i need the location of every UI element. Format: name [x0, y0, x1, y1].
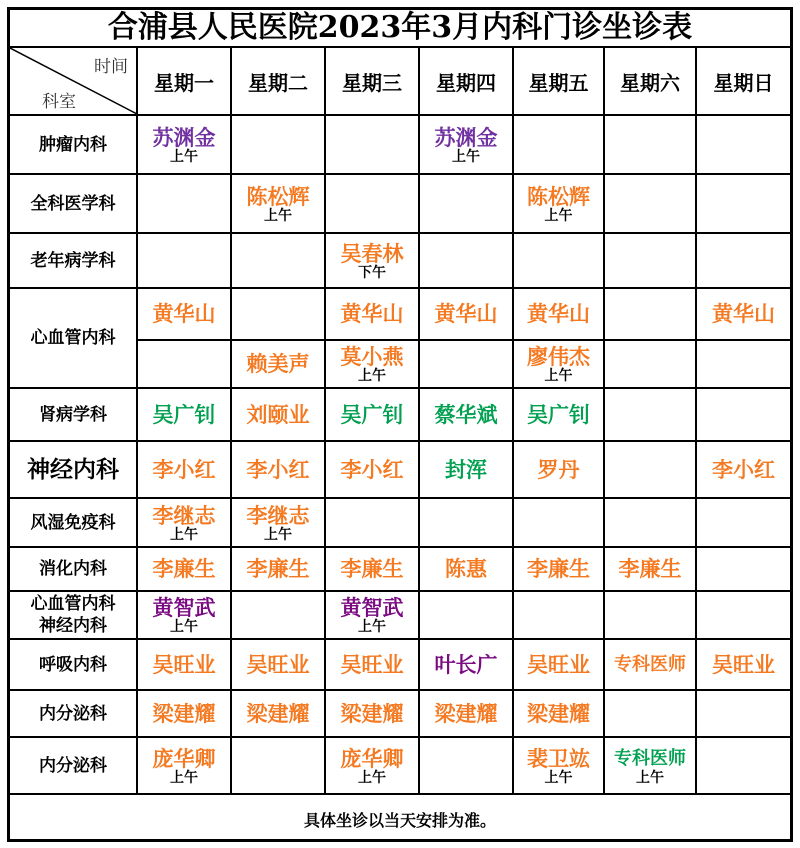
doctor-name: 吴广钊 [340, 402, 404, 427]
schedule-cell [137, 388, 231, 441]
day-header-mon: 星期一 [137, 48, 231, 115]
schedule-row [10, 737, 790, 794]
dept-cell [10, 115, 137, 174]
day-header-sun: 星期日 [696, 48, 790, 115]
doctor-name: 黄华山 [434, 302, 498, 326]
schedule-cell [325, 233, 419, 288]
schedule-cell [604, 690, 696, 737]
doctor-name: 封浑 [445, 457, 487, 482]
schedule-cell [696, 498, 790, 547]
dept-name: 老年病学科 [30, 250, 116, 271]
schedule-cell [137, 340, 231, 388]
schedule-cell [604, 441, 696, 498]
doctor-name: 黄华山 [340, 302, 404, 326]
doctor-name: 蔡华斌 [434, 402, 498, 427]
schedule-cell [604, 233, 696, 288]
dept-name-secondary: 神经内科 [39, 616, 107, 636]
session-period: 上午 [358, 769, 386, 786]
schedule-row [10, 591, 790, 639]
doctor-name: 吴旺业 [712, 652, 775, 677]
schedule-cell [604, 498, 696, 547]
doctor-name: 李小红 [712, 457, 775, 482]
doctor-name: 李继志 [246, 503, 310, 528]
doctor-name: 吴广钊 [527, 402, 590, 427]
session-period: 上午 [452, 148, 480, 165]
dept-name: 肾病学科 [39, 404, 107, 425]
schedule-cell [419, 340, 513, 388]
schedule-cell [137, 174, 231, 233]
schedule-cell [325, 288, 419, 340]
dept-cell [10, 690, 137, 737]
doctor-name: 庞华卿 [152, 746, 216, 771]
schedule-cell [696, 690, 790, 737]
day-header-tue: 星期二 [231, 48, 325, 115]
day-header-fri: 星期五 [513, 48, 604, 115]
doctor-name: 梁建耀 [527, 701, 590, 726]
schedule-cell [513, 639, 604, 690]
dept-cell [10, 737, 137, 794]
dept-cell [10, 547, 137, 591]
schedule-cell [325, 441, 419, 498]
dept-name: 内分泌科 [39, 755, 107, 776]
schedule-cell [419, 115, 513, 174]
schedule-cell [137, 591, 231, 639]
doctor-name: 陈惠 [445, 557, 487, 581]
doctor-name: 李小红 [340, 457, 404, 482]
dept-cell [10, 498, 137, 547]
schedule-cell [696, 737, 790, 794]
session-period: 上午 [264, 207, 292, 224]
dept-name: 内分泌科 [39, 703, 107, 724]
schedule-cell [696, 591, 790, 639]
schedule-cell [513, 441, 604, 498]
schedule-cell [419, 547, 513, 591]
schedule-row [10, 233, 790, 288]
doctor-name: 李廉生 [527, 557, 590, 581]
doctor-name: 庞华卿 [340, 746, 404, 771]
doctor-name: 黄华山 [712, 302, 775, 326]
schedule-row [10, 441, 790, 498]
schedule-cell [137, 547, 231, 591]
schedule-cell [137, 233, 231, 288]
schedule-cell [604, 288, 696, 340]
schedule-cell [513, 690, 604, 737]
schedule-cell [325, 639, 419, 690]
session-period: 上午 [544, 769, 573, 786]
schedule-cell [419, 233, 513, 288]
doctor-name: 专科医师 [614, 747, 686, 769]
schedule-cell [696, 288, 790, 340]
doctor-name: 吴旺业 [152, 652, 216, 677]
schedule-cell [231, 340, 325, 388]
doctor-name: 叶长广 [434, 652, 498, 677]
schedule-cell [604, 174, 696, 233]
day-header-wed: 星期三 [325, 48, 419, 115]
doctor-name: 李廉生 [618, 557, 682, 581]
schedule-cell [419, 498, 513, 547]
doctor-name: 吴旺业 [340, 652, 404, 677]
schedule-cell [231, 591, 325, 639]
schedule-cell [419, 639, 513, 690]
session-period: 上午 [636, 769, 664, 786]
schedule-cell [325, 591, 419, 639]
dept-name: 肿瘤内科 [39, 134, 107, 155]
doctor-name: 罗丹 [537, 457, 580, 482]
schedule-cell [325, 388, 419, 441]
dept-cell [10, 233, 137, 288]
schedule-cell [231, 498, 325, 547]
schedule-cell [696, 115, 790, 174]
schedule-cell [604, 340, 696, 388]
dept-name: 心血管内科 [30, 594, 116, 614]
doctor-name: 黄华山 [527, 302, 590, 326]
corner-cell [10, 48, 137, 115]
session-period: 上午 [358, 619, 386, 635]
schedule-cell [696, 441, 790, 498]
schedule-cell [513, 737, 604, 794]
schedule-cell [604, 388, 696, 441]
dept-cell [10, 388, 137, 441]
schedule-cell [513, 340, 604, 388]
schedule-cell [231, 388, 325, 441]
doctor-name: 裴卫竑 [527, 746, 590, 771]
schedule-cell [604, 591, 696, 639]
dept-cell [10, 288, 137, 388]
schedule-row [10, 174, 790, 233]
schedule-cell [231, 690, 325, 737]
schedule-cell [696, 388, 790, 441]
doctor-name: 吴旺业 [246, 652, 310, 677]
schedule-row [10, 547, 790, 591]
page-title: 合浦县人民医院2023年3月内科门诊坐诊表 [10, 10, 790, 48]
schedule-cell [325, 690, 419, 737]
schedule-cell [325, 115, 419, 174]
schedule-cell [513, 547, 604, 591]
schedule-cell [513, 388, 604, 441]
session-period: 上午 [170, 526, 198, 543]
schedule-cell [696, 174, 790, 233]
dept-name: 呼吸内科 [39, 654, 107, 675]
schedule-cell [696, 340, 790, 388]
dept-name: 消化内科 [39, 559, 107, 579]
schedule-cell [513, 115, 604, 174]
schedule-cell [513, 498, 604, 547]
dept-name: 风湿免疫科 [30, 512, 116, 533]
schedule-row [10, 388, 790, 441]
day-header-thu: 星期四 [419, 48, 513, 115]
schedule-cell [419, 174, 513, 233]
doctor-name: 刘颐业 [246, 402, 310, 427]
schedule-cell [137, 737, 231, 794]
day-header-sat: 星期六 [604, 48, 696, 115]
doctor-name: 李廉生 [340, 557, 404, 581]
header-row [10, 48, 790, 115]
schedule-cell [419, 388, 513, 441]
session-period: 上午 [544, 207, 573, 224]
schedule-sheet [7, 7, 793, 842]
schedule-cell [231, 547, 325, 591]
schedule-cell [419, 288, 513, 340]
doctor-name: 梁建耀 [152, 701, 216, 726]
doctor-name: 赖美声 [246, 352, 310, 376]
schedule-cell [137, 288, 231, 340]
doctor-name: 李小红 [152, 457, 216, 482]
doctor-name: 梁建耀 [434, 701, 498, 726]
schedule-cell [419, 690, 513, 737]
doctor-name: 苏渊金 [152, 125, 216, 150]
schedule-cell [604, 115, 696, 174]
schedule-cell [231, 639, 325, 690]
schedule-row [10, 690, 790, 737]
schedule-cell [325, 340, 419, 388]
schedule-cell [696, 233, 790, 288]
schedule-row [10, 288, 790, 340]
dept-name: 神经内科 [27, 456, 119, 483]
schedule-cell [137, 115, 231, 174]
schedule-table [10, 48, 790, 795]
doctor-name: 李继志 [152, 503, 216, 528]
doctor-name: 廖伟杰 [527, 345, 590, 369]
dept-cell [10, 441, 137, 498]
time-label: 时间 [94, 57, 128, 77]
session-period: 上午 [170, 619, 198, 635]
schedule-cell [513, 288, 604, 340]
session-period: 上午 [170, 769, 198, 786]
schedule-cell [231, 288, 325, 340]
schedule-row [10, 639, 790, 690]
schedule-cell [325, 174, 419, 233]
schedule-cell [231, 441, 325, 498]
schedule-cell [137, 690, 231, 737]
doctor-name: 吴旺业 [527, 652, 590, 677]
session-period: 上午 [264, 526, 292, 543]
schedule-cell [419, 441, 513, 498]
dept-cell [10, 639, 137, 690]
doctor-name: 梁建耀 [246, 701, 310, 726]
schedule-cell [604, 547, 696, 591]
dept-cell [10, 591, 137, 639]
doctor-name: 吴广钊 [152, 402, 216, 427]
schedule-cell [137, 498, 231, 547]
schedule-cell [604, 737, 696, 794]
doctor-name: 黄华山 [152, 302, 216, 326]
schedule-cell [231, 233, 325, 288]
schedule-cell [419, 737, 513, 794]
schedule-cell [604, 639, 696, 690]
doctor-name: 黄智武 [340, 596, 404, 620]
schedule-cell [137, 441, 231, 498]
schedule-cell [325, 547, 419, 591]
doctor-name: 专科医师 [614, 653, 686, 675]
doctor-name: 李廉生 [152, 557, 216, 581]
schedule-row [10, 115, 790, 174]
session-period: 上午 [170, 148, 198, 165]
session-period: 上午 [544, 368, 573, 384]
dept-name: 全科医学科 [30, 193, 116, 214]
doctor-name: 吴春林 [340, 241, 404, 266]
schedule-cell [419, 591, 513, 639]
schedule-cell [696, 547, 790, 591]
doctor-name: 陈松辉 [527, 184, 590, 209]
schedule-cell [513, 233, 604, 288]
doctor-name: 梁建耀 [340, 701, 404, 726]
session-period: 上午 [358, 368, 386, 384]
doctor-name: 陈松辉 [246, 184, 310, 209]
schedule-cell [231, 174, 325, 233]
schedule-cell [513, 591, 604, 639]
doctor-name: 李小红 [246, 457, 310, 482]
schedule-cell [325, 498, 419, 547]
dept-name: 心血管内科 [30, 328, 116, 348]
session-period: 下午 [358, 264, 386, 281]
dept-cell [10, 174, 137, 233]
doctor-name: 李廉生 [246, 557, 310, 581]
schedule-cell [513, 174, 604, 233]
schedule-cell [231, 737, 325, 794]
schedule-cell [137, 639, 231, 690]
footer-note: 具体坐诊以当天安排为准。 [303, 811, 496, 830]
schedule-cell [231, 115, 325, 174]
schedule-row [10, 498, 790, 547]
doctor-name: 苏渊金 [434, 125, 498, 150]
schedule-cell [696, 639, 790, 690]
schedule-cell [325, 737, 419, 794]
dept-label: 科室 [42, 92, 76, 112]
doctor-name: 黄智武 [152, 596, 216, 620]
doctor-name: 莫小燕 [340, 345, 404, 369]
